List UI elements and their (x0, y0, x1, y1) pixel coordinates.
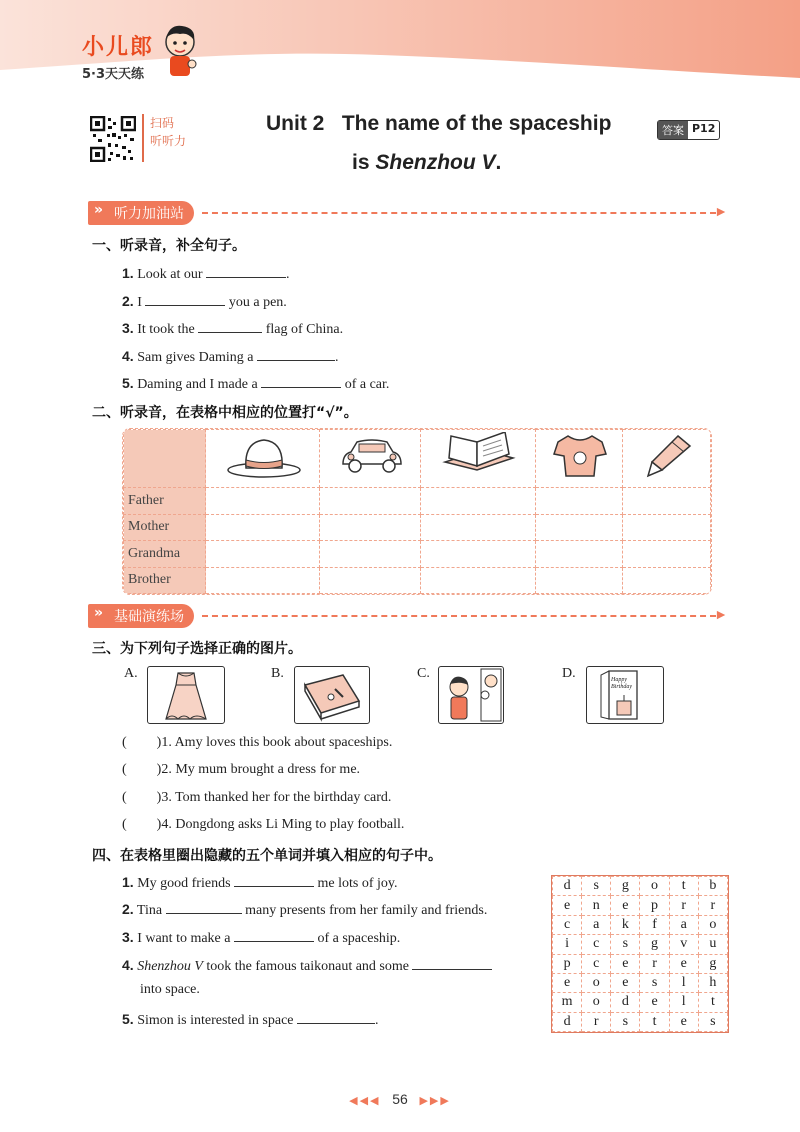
grid-letter[interactable]: r (669, 896, 698, 915)
grid-letter[interactable]: s (640, 973, 669, 992)
grid-letter[interactable]: o (698, 915, 727, 934)
answer-label: 答案 (658, 121, 688, 139)
double-arrow-icon: » (94, 202, 104, 218)
arrow-right-icon: ► (714, 205, 728, 220)
grid-letter[interactable]: t (640, 1012, 669, 1031)
title-line2-pre: is (352, 151, 376, 174)
grid-letter[interactable]: e (611, 973, 640, 992)
grid-letter[interactable]: l (669, 993, 698, 1012)
row-label: Father (124, 488, 206, 515)
grid-letter[interactable]: e (611, 954, 640, 973)
answer-blank[interactable] (412, 955, 492, 970)
option-a-picture[interactable] (147, 666, 225, 724)
section-listening-pill (88, 201, 194, 225)
tshirt-icon (550, 432, 610, 480)
grid-letter[interactable]: d (553, 1012, 582, 1031)
triangle-right-icon: ▶▶▶ (419, 1095, 451, 1107)
unit-title-line2 (352, 151, 501, 175)
check-cell[interactable] (623, 488, 711, 515)
grid-row (553, 1012, 728, 1031)
grid-letter[interactable]: b (698, 877, 727, 896)
q4-item: 5. Simon is interested in space . (122, 1011, 379, 1028)
grid-row (553, 935, 728, 954)
grid-row (553, 877, 728, 896)
section-practice-title: 基础演练场 (114, 609, 184, 625)
grid-letter[interactable]: l (669, 973, 698, 992)
grid-letter[interactable]: k (611, 915, 640, 934)
grid-row (553, 915, 728, 934)
grid-letter[interactable]: e (611, 896, 640, 915)
pen-icon (638, 432, 698, 480)
q3-item: ( )4. Dongdong asks Li Ming to play football. (122, 817, 405, 832)
table-row (124, 541, 711, 568)
grid-letter[interactable]: p (553, 954, 582, 973)
grid-letter[interactable]: a (582, 915, 611, 934)
check-cell[interactable] (623, 514, 711, 541)
grid-letter[interactable]: e (553, 973, 582, 992)
card-text: Happy Birthday (611, 677, 632, 690)
q2-heading: 二、听录音，在表格中相应的位置打“√”。 (92, 405, 358, 421)
q4-heading: 四、在表格里圈出隐藏的五个单词并填入相应的句子中。 (92, 848, 442, 864)
grid-letter[interactable]: e (553, 896, 582, 915)
page-footer (0, 1091, 800, 1107)
q1-item: 4. Sam gives Daming a . (122, 348, 339, 365)
grid-letter[interactable]: r (640, 954, 669, 973)
q1-item: 5. Daming and I made a of a car. (122, 375, 390, 392)
column-hat (206, 430, 320, 488)
grid-letter[interactable]: r (582, 1012, 611, 1031)
answer-tag[interactable] (657, 120, 720, 140)
answer-blank[interactable] (261, 373, 341, 388)
q4-item: 1. My good friends me lots of joy. (122, 874, 398, 891)
grid-letter[interactable]: o (582, 973, 611, 992)
check-cell[interactable] (206, 541, 320, 568)
page-number: 56 (392, 1091, 408, 1107)
qr-label-line2: 听听力 (150, 134, 187, 148)
q1-item: 2. I you a pen. (122, 293, 287, 310)
q4-item-continuation: into space. (140, 982, 200, 997)
section-practice-pill (88, 604, 194, 628)
q3-item: ( )1. Amy loves this book about spaceships. (122, 735, 393, 750)
grid-row (553, 896, 728, 915)
q1-item: 1. Look at our . (122, 265, 290, 282)
grid-letter[interactable]: u (698, 935, 727, 954)
check-cell[interactable] (206, 488, 320, 515)
check-cell[interactable] (421, 541, 535, 568)
grid-letter[interactable]: o (582, 993, 611, 1012)
q3-item: ( )3. Tom thanked her for the birthday card. (122, 790, 392, 805)
section-listening-bar (88, 202, 728, 224)
grid-letter[interactable]: c (553, 915, 582, 934)
option-d-label: D. (562, 666, 576, 681)
title-spaceship-name: Shenzhou V (375, 151, 496, 174)
double-arrow-icon: » (94, 605, 104, 621)
q1-heading: 一、听录音，补全句子。 (92, 238, 246, 254)
grid-letter[interactable]: c (582, 954, 611, 973)
grid-letter[interactable]: o (640, 877, 669, 896)
section-practice-bar (88, 605, 728, 627)
check-cell[interactable] (320, 541, 421, 568)
grid-letter[interactable]: s (698, 1012, 727, 1031)
grid-row (553, 993, 728, 1012)
brand-subtitle: 5·3天天练 (82, 67, 145, 82)
check-cell[interactable] (623, 567, 711, 594)
grid-letter[interactable]: s (582, 877, 611, 896)
grid-letter[interactable]: g (698, 954, 727, 973)
book-icon (439, 432, 519, 480)
grid-letter[interactable]: g (640, 935, 669, 954)
qr-code-icon[interactable] (90, 116, 136, 162)
section-divider (202, 212, 716, 214)
check-cell[interactable] (421, 567, 535, 594)
table-row (124, 567, 711, 594)
grid-letter[interactable]: v (669, 935, 698, 954)
q4-item: 3. I want to make a of a spaceship. (122, 929, 401, 946)
check-cell[interactable] (320, 514, 421, 541)
grid-letter[interactable]: t (669, 877, 698, 896)
triangle-left-icon: ◀◀◀ (349, 1095, 381, 1107)
check-cell[interactable] (206, 567, 320, 594)
arrow-right-icon: ► (714, 608, 728, 623)
title-line2-post: . (495, 151, 502, 174)
section-divider (202, 615, 716, 617)
check-cell[interactable] (535, 541, 623, 568)
grid-letter[interactable]: n (582, 896, 611, 915)
check-cell[interactable] (320, 488, 421, 515)
option-c-label: C. (417, 666, 430, 681)
check-cell[interactable] (623, 541, 711, 568)
column-tshirt (535, 430, 623, 488)
check-cell[interactable] (320, 567, 421, 594)
grid-letter[interactable]: m (553, 993, 582, 1012)
grid-row (553, 954, 728, 973)
hat-icon (224, 432, 304, 480)
answer-blank[interactable] (234, 872, 314, 887)
answer-blank[interactable] (198, 318, 262, 333)
column-car (320, 430, 421, 488)
grid-letter[interactable]: g (611, 877, 640, 896)
q3-heading: 三、为下列句子选择正确的图片。 (92, 641, 302, 657)
check-cell[interactable] (206, 514, 320, 541)
row-label: Mother (124, 514, 206, 541)
grid-letter[interactable]: i (553, 935, 582, 954)
answer-blank[interactable] (206, 263, 286, 278)
option-b-label: B. (271, 666, 284, 681)
boy-mascot-icon (160, 22, 200, 80)
option-c-picture[interactable] (438, 666, 504, 724)
grid-letter[interactable]: s (611, 935, 640, 954)
section-listening-title: 听力加油站 (114, 206, 184, 222)
grid-letter[interactable]: e (669, 1012, 698, 1031)
q3-item: ( )2. My mum brought a dress for me. (122, 762, 361, 777)
grid-letter[interactable]: f (640, 915, 669, 934)
grid-letter[interactable]: d (553, 877, 582, 896)
column-pen (623, 430, 711, 488)
check-cell[interactable] (421, 488, 535, 515)
grid-row (553, 973, 728, 992)
grid-letter[interactable]: e (669, 954, 698, 973)
dress-icon (148, 667, 224, 723)
check-cell[interactable] (535, 567, 623, 594)
check-cell[interactable] (421, 514, 535, 541)
grid-letter[interactable]: h (698, 973, 727, 992)
q4-item: 4. Shenzhou V took the famous taikonaut and some (122, 955, 492, 975)
table-row (124, 514, 711, 541)
q1-item: 3. It took the flag of China. (122, 320, 344, 337)
option-b-picture[interactable] (294, 666, 370, 724)
book-icon (295, 667, 369, 723)
boys-football-icon (439, 667, 503, 723)
row-label: Grandma (124, 541, 206, 568)
grid-letter[interactable]: e (640, 993, 669, 1012)
brand-logo (82, 30, 154, 82)
unit-title-line1: Unit 2 The name of the spaceship (266, 112, 612, 135)
grid-letter[interactable]: a (669, 915, 698, 934)
row-label: Brother (124, 567, 206, 594)
birthday-card-icon (587, 667, 663, 723)
word-search-grid (551, 875, 729, 1033)
check-table (122, 428, 712, 595)
answer-blank[interactable] (234, 927, 314, 942)
check-cell[interactable] (535, 514, 623, 541)
answer-blank[interactable] (257, 346, 335, 361)
answer-blank[interactable] (166, 899, 242, 914)
qr-label-line1: 扫码 (150, 116, 175, 130)
grid-letter[interactable]: c (582, 935, 611, 954)
table-row (124, 488, 711, 515)
grid-letter[interactable]: s (611, 1012, 640, 1031)
grid-letter[interactable]: r (698, 896, 727, 915)
table-corner (124, 430, 206, 488)
grid-letter[interactable]: d (611, 993, 640, 1012)
answer-blank[interactable] (145, 291, 225, 306)
car-icon (337, 432, 407, 480)
grid-letter[interactable]: t (698, 993, 727, 1012)
column-book (421, 430, 535, 488)
option-a-label: A. (124, 666, 138, 681)
grid-letter[interactable]: p (640, 896, 669, 915)
qr-label (142, 114, 194, 162)
brand-title: 小儿郎 (82, 35, 155, 60)
answer-blank[interactable] (297, 1009, 375, 1024)
answer-page: P12 (692, 122, 716, 135)
check-cell[interactable] (535, 488, 623, 515)
option-d-picture[interactable] (586, 666, 664, 724)
q4-item: 2. Tina many presents from her family and friends. (122, 901, 488, 918)
